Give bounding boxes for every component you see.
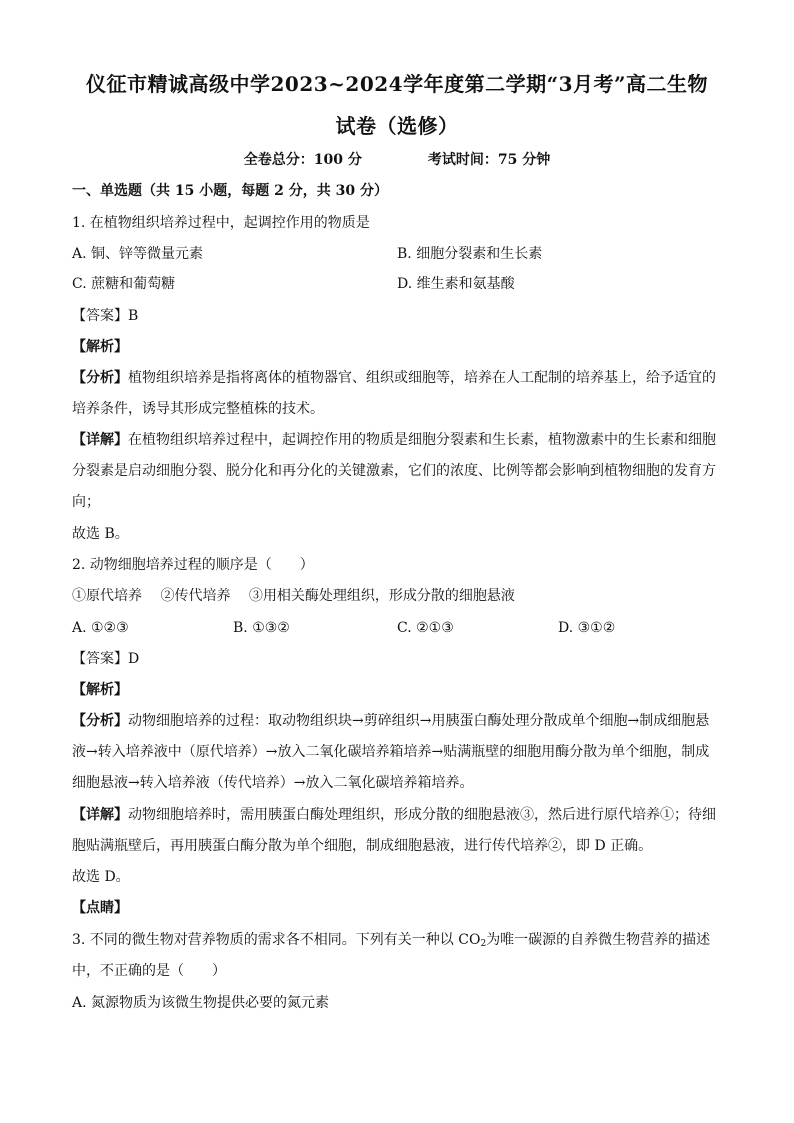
q3-stem-line1: [72, 930, 722, 954]
total-score: 全卷总分：100 分: [243, 152, 362, 168]
q1-xiangjie-tag: 【详解】: [72, 432, 128, 448]
q3-option-a: A. 氮源物质为该微生物提供必要的氮元素: [72, 995, 330, 1011]
q2-fenxi-line3: 细胞悬液→转入培养液（传代培养）→放入二氧化碳培养箱培养。: [72, 775, 474, 791]
q1-xiangjie-line3: 向；: [72, 494, 100, 510]
q2-xiangjie-tag: 【详解】: [72, 807, 128, 823]
q2-fenxi-line1: [72, 711, 722, 731]
q2-xiangjie-line1: [72, 805, 722, 825]
q2-xiangjie-text: 动物细胞培养时，需用胰蛋白酶处理组织，形成分散的细胞悬液③，然后进行原代培养①；待细: [128, 807, 716, 823]
q1-option-d: D. 维生素和氨基酸: [397, 276, 515, 292]
section-heading: 一、单选题（共 15 小题，每题 2 分，共 30 分）: [72, 183, 388, 199]
q1-stem: 1. 在植物组织培养过程中，起调控作用的物质是: [72, 215, 370, 231]
q2-stem: 2. 动物细胞培养过程的顺序是（ ）: [72, 557, 314, 573]
q2-items: ①原代培养 ②传代培养 ③用相关酶处理组织，形成分散的细胞悬液: [72, 588, 515, 604]
q1-option-a: A. 铜、锌等微量元素: [72, 246, 204, 262]
q2-fenxi-text: 动物细胞培养的过程：取动物组织块→剪碎组织→用胰蛋白酶处理分散成单个细胞→制成细胞悬: [128, 713, 710, 729]
q1-fenxi-line1: [72, 368, 722, 388]
exam-meta: [0, 149, 794, 169]
q1-xiangjie-text: 在植物组织培养过程中，起调控作用的物质是细胞分裂素和生长素，植物激素中的生长素和细胞: [128, 432, 716, 448]
q2-fenxi-tag: 【分析】: [72, 713, 128, 729]
q1-xiangjie-line2: 分裂素是启动细胞分裂、脱分化和再分化的关键激素，它们的浓度、比例等都会影响到植物细胞的发育方: [72, 463, 716, 479]
q2-option-b: B. ①③②: [233, 620, 290, 636]
q1-jiexi: 【解析】: [72, 339, 128, 355]
q1-fenxi-text: 植物组织培养是指将离体的植物器官、组织或细胞等，培养在人工配制的培养基上，给予适宜的: [128, 370, 716, 386]
q3-stem-line2: 中，不正确的是（ ）: [72, 963, 226, 979]
q2-option-d: D. ③①②: [558, 620, 616, 636]
q1-fenxi-line2: 培养条件，诱导其形成完整植株的技术。: [72, 401, 324, 417]
q1-xiangjie-line1: [72, 430, 722, 450]
q2-fenxi-line2: 液→转入培养液中（原代培养）→放入二氧化碳培养箱培养→贴满瓶壁的细胞用酶分散为单个细胞，制成: [72, 744, 710, 760]
q3-co2-subscript: 2: [480, 939, 487, 949]
q1-option-b: B. 细胞分裂素和生长素: [397, 246, 543, 262]
q2-answer: 【答案】D: [72, 651, 140, 667]
q1-answer: 【答案】B: [72, 308, 139, 324]
q2-jiexi: 【解析】: [72, 682, 128, 698]
q2-xiangjie-line2: 胞贴满瓶壁后，再用胰蛋白酶分散为单个细胞，制成细胞悬液，进行传代培养②，即 D 正确。: [72, 838, 653, 854]
q3-stem-part1: 3. 不同的微生物对营养物质的需求各不相同。下列有关一种以 CO: [72, 932, 481, 948]
q1-conclusion: 故选 B。: [72, 526, 129, 542]
exam-time: 考试时间：75 分钟: [427, 152, 551, 168]
q2-option-a: A. ①②③: [72, 620, 129, 636]
q3-stem-part2: 为唯一碳源的自养微生物营养的描述: [486, 932, 711, 948]
exam-title-line2: 试卷（选修）: [335, 114, 459, 138]
q1-option-c: C. 蔗糖和葡萄糖: [72, 276, 176, 292]
exam-title-line1: 仪征市精诚高级中学2023~2024学年度第二学期“3月考”高二生物: [85, 72, 708, 96]
q1-fenxi-tag: 【分析】: [72, 370, 128, 386]
q2-conclusion: 故选 D。: [72, 869, 130, 885]
q2-option-c: C. ②①③: [397, 620, 454, 636]
q2-dianjing: 【点睛】: [72, 900, 128, 916]
